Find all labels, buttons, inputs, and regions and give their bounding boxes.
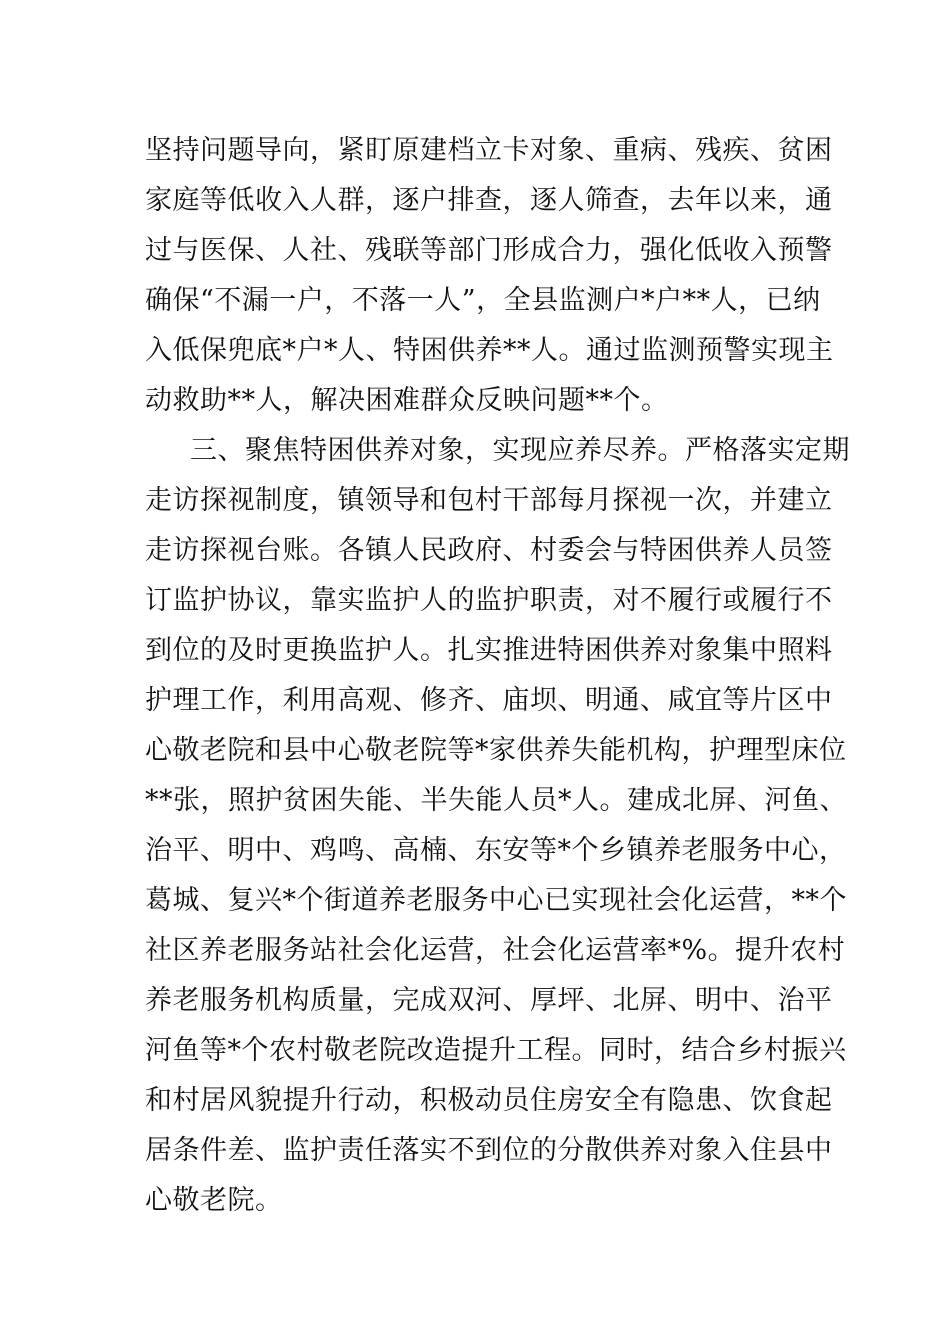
text-line: 心敬老院。 — [145, 1185, 283, 1216]
text-line: 家庭等低收入人群，逐户排查，逐人筛查，去年以来，通 — [145, 185, 833, 216]
text-line: 护理工作，利用高观、修齐、庙坝、明通、咸宜等片区中 — [145, 685, 833, 716]
text-line: 确保“不漏一户，不落一人”，全县监测户*户**人，已纳 — [145, 285, 821, 316]
text-line: 到位的及时更换监护人。扎实推进特困供养对象集中照料 — [145, 635, 833, 666]
text-line: 坚持问题导向，紧盯原建档立卡对象、重病、残疾、贫困 — [145, 135, 833, 166]
text-line: 治平、明中、鸡鸣、高楠、东安等*个乡镇养老服务中心， — [145, 835, 847, 866]
paragraph-heading-line: 三、聚焦特困供养对象，实现应养尽养。严格落实定期 — [190, 435, 850, 466]
text-line: 入低保兜底*户*人、特困供养**人。通过监测预警实现主 — [145, 335, 834, 366]
text-line: 葛城、复兴*个街道养老服务中心已实现社会化运营，**个 — [145, 885, 847, 916]
text-line: 走访探视台账。各镇人民政府、村委会与特困供养人员签 — [145, 535, 833, 566]
text-line: 养老服务机构质量，完成双河、厚坪、北屏、明中、治平 — [145, 985, 833, 1016]
text-line: 社区养老服务站社会化运营，社会化运营率*%。提升农村 — [145, 935, 846, 966]
text-line: **张，照护贫困失能、半失能人员*人。建成北屏、河鱼、 — [145, 785, 847, 816]
text-line: 河鱼等*个农村敬老院改造提升工程。同时，结合乡村振兴 — [145, 1035, 847, 1066]
text-line: 和村居风貌提升行动，积极动员住房安全有隐患、饮食起 — [145, 1085, 833, 1116]
text-line: 走访探视制度，镇领导和包村干部每月探视一次，并建立 — [145, 485, 833, 516]
text-line: 居条件差、监护责任落实不到位的分散供养对象入住县中 — [145, 1135, 833, 1166]
text-line: 订监护协议，靠实监护人的监护职责，对不履行或履行不 — [145, 585, 833, 616]
text-line: 动救助**人，解决困难群众反映问题**个。 — [145, 385, 669, 416]
text-line: 过与医保、人社、残联等部门形成合力，强化低收入预警 — [145, 235, 833, 266]
text-line: 心敬老院和县中心敬老院等*家供养失能机构，护理型床位 — [145, 735, 847, 766]
